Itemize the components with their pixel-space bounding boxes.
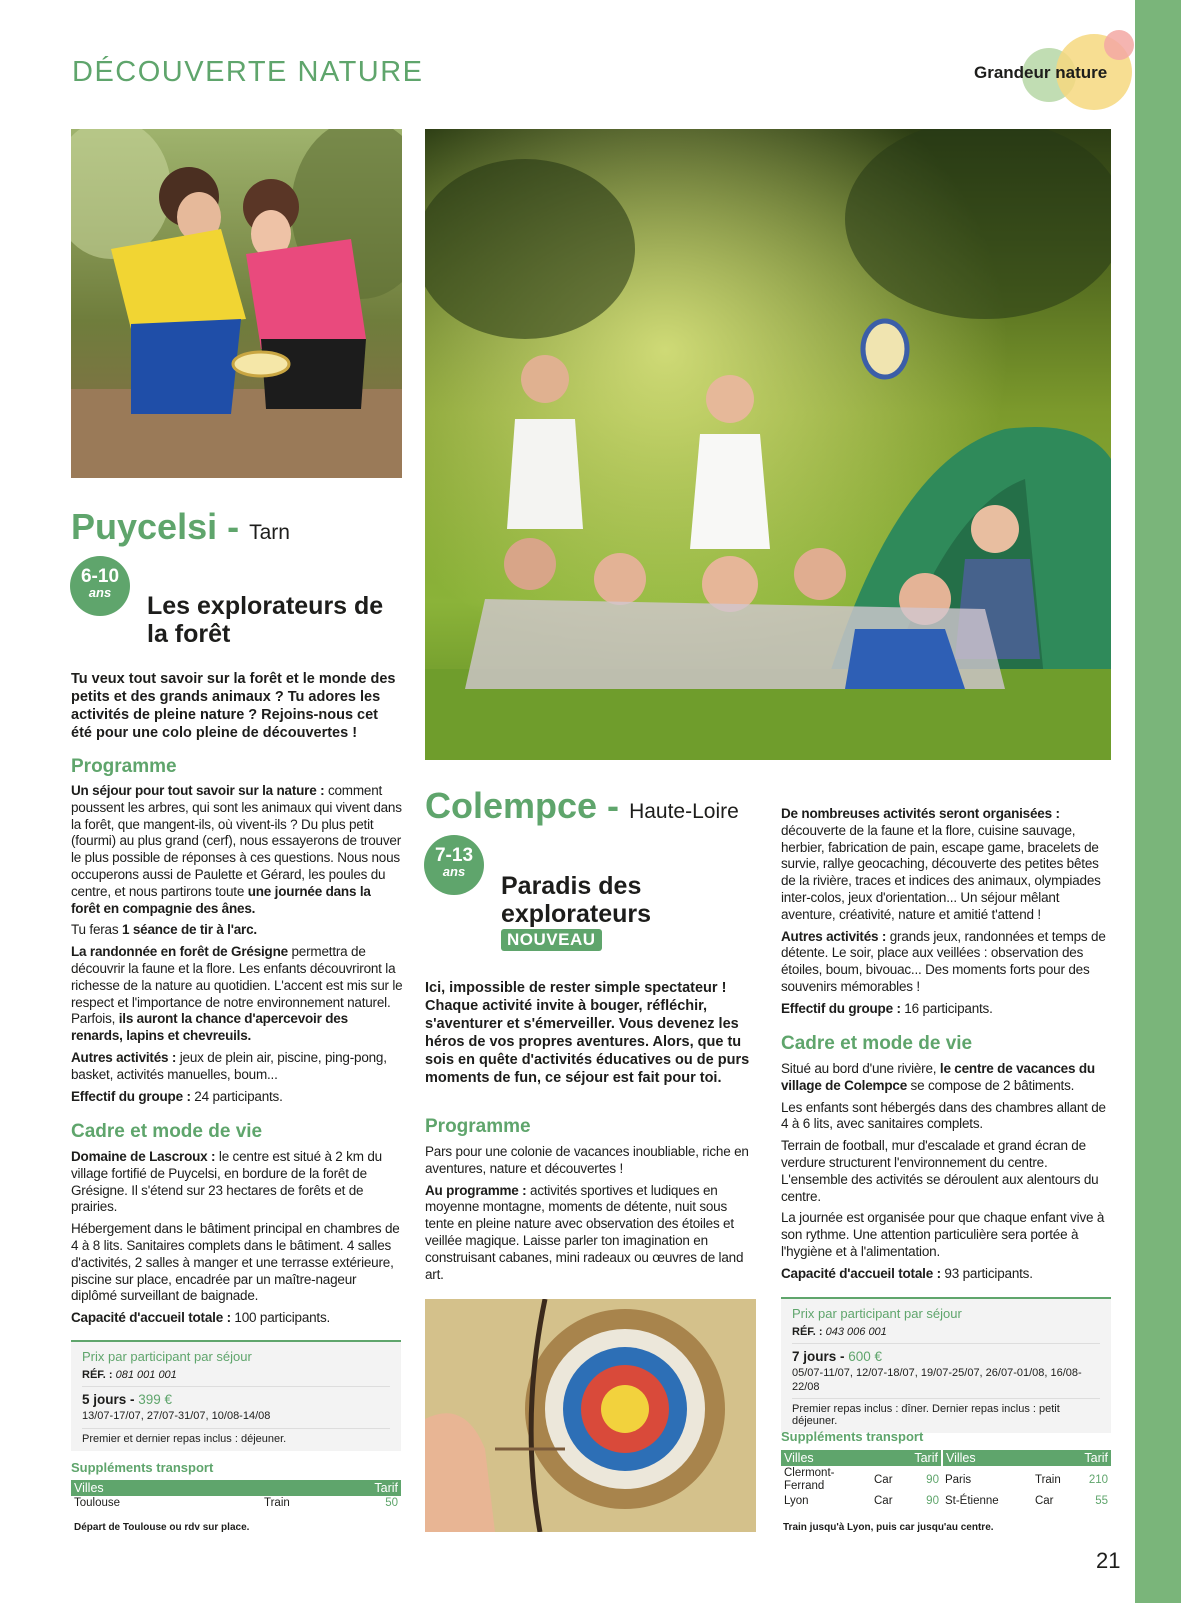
section-title: DÉCOUVERTE NATURE <box>72 56 424 88</box>
colempce-place: Colempce - <box>425 785 620 826</box>
age-unit: ans <box>442 864 466 879</box>
price-duration: 7 jours - 600 € <box>792 1343 1100 1364</box>
page-number: 21 <box>1096 1548 1121 1573</box>
col-city: Villes <box>71 1480 333 1496</box>
colempce-price-box <box>781 1297 1111 1433</box>
brand-logo <box>970 30 1130 110</box>
side-color-band <box>1135 0 1181 1603</box>
price-note: Premier et dernier repas inclus : déjeuner. <box>82 1432 287 1445</box>
colempce-age-badge <box>424 835 484 895</box>
puycelsi-stay-title: Les explorateurs de la forêt <box>147 592 384 648</box>
puycelsi-programme-text: Un séjour pour tout savoir sur la nature : comment poussent les arbres, qui sont les animaux qui vivent dans la forêt, que mangent-ils, où vivent-ils ? Du plus petit (fourmi) au plus grand (cerf), nous essayerons de trouver le plus possible de réponses à ces questions. Nous nous occuperons aussi de Paulette et Gérard, les poules du centre, et nous partirons toute une journée dans la forêt en compagnie des ânes. Tu feras 1 séance de tir à l'arc. La randonnée en forêt de Grésigne permettra de découvrir la faune et la flore. Les enfants découvriront la richesse de la nature au quotidien. L'accent est mis sur le respect et l'importance de notre environnement naturel. Parfois, ils auront la chance d'apercevoir des renards, lapins et chevreuils. Autres activités : jeux de plein air, piscine, ping-pong, basket, activités manuelles, boum... Effectif du groupe : 24 participants. <box>71 783 403 1104</box>
price-ref: RÉF. : 081 001 001 <box>82 1369 177 1381</box>
colempce-programme-text: Pars pour une colonie de vacances inoubliable, riche en aventures, nature et découvertes ! Au programme : activités sportives et ludiques en moyenne montagne, moments de détente, nuit sous tente en pleine nature avec observation des étoiles et veillée magique. Laisse parler ton imagination en construisant cabanes, mini radeaux ou œuvres de land art. <box>425 1144 749 1282</box>
age-range: 7-13 <box>434 845 474 866</box>
colempce-activities-text: De nombreuses activités seront organisées : découverte de la faune et la flore, cuisine sauvage, herbier, fabrication de pain, escape game, bracelets de survie, rallye geocaching, découverte des petites bêtes de la rivière, traces et indices des animaux, olympiades inter-colos, jeux d'orientation... Un séjour mêlant aventure, créativité, nature et amitié t'attend ! Autres activités : grands jeux, randonnées et temps de détente. Le soir, place aux veillées : observation des étoiles, boum, bivouac... Des moments forts pour des souvenirs mémorables ! Effectif du groupe : 16 participants. <box>781 806 1106 1016</box>
new-badge: NOUVEAU <box>501 929 602 951</box>
price-heading: Prix par participant par séjour <box>792 1306 962 1321</box>
colempce-stay-title: Paradis des explorateurs <box>501 872 652 928</box>
table-row: Clermont-Ferrand Car 90 Paris Train 210 <box>784 1467 1108 1492</box>
puycelsi-programme-heading: Programme <box>71 756 177 777</box>
puycelsi-region: Tarn <box>249 521 290 544</box>
puycelsi-transport-heading: Suppléments transport <box>71 1460 214 1475</box>
price-note: Premier repas inclus : dîner. Dernier repas inclus : petit déjeuner. <box>792 1403 1060 1427</box>
puycelsi-price-box <box>71 1340 401 1451</box>
age-range: 6-10 <box>80 566 120 587</box>
table-row: Lyon Car 90 St-Étienne Car 55 <box>784 1495 1108 1507</box>
brand-circle-pink <box>1104 30 1134 60</box>
brand-name: Grandeur nature <box>974 63 1108 82</box>
colempce-cadre-text: Situé au bord d'une rivière, le centre de vacances du village de Colempce se compose de 2 bâtiments. Les enfants sont hébergés dans des chambres allant de 4 à 6 lits, avec sanitaires complets. Terrain de football, mur d'escalade et grand écran de verdure structurent l'environnement du centre. L'ensemble des activités se déroulent aux alentours du centre. La journée est organisée pour que chaque enfant vive à son rythme. Une attention particulière sera portée à l'hygiène et à l'alimentation. Capacité d'accueil totale : 93 participants. <box>781 1061 1106 1281</box>
colempce-cadre-heading: Cadre et mode de vie <box>781 1033 973 1054</box>
colempce-transport-table: Villes Tarif Villes Tarif Clermont-Ferrand Car 90 Paris Train 210 Lyon Car 90 St-Étienne Car 55 <box>781 1450 1111 1508</box>
puycelsi-intro: Tu veux tout savoir sur la forêt et le monde des petits et des grands animaux ? Tu adores les activités de pleine nature ? Rejoins-nous cet été pour une colo pleine de découvertes ! <box>71 671 396 741</box>
col-price: Tarif <box>333 1480 401 1496</box>
puycelsi-place: Puycelsi - <box>71 506 240 547</box>
colempce-transport-heading: Suppléments transport <box>781 1429 924 1444</box>
photo-kids-camping <box>425 129 1111 760</box>
price-dates: 05/07-11/07, 12/07-18/07, 19/07-25/07, 26/07-01/08, 16/08-22/08 <box>792 1364 1100 1399</box>
puycelsi-transport-table <box>71 1480 401 1510</box>
colempce-programme-heading: Programme <box>425 1116 531 1137</box>
colempce-intro: Ici, impossible de rester simple spectateur ! Chaque activité invite à bouger, réfléchir, s'aventurer et s'émerveiller. Vous devenez les héros de vos propres aventures. Alors, que tu sois en quête d'activités éducatives ou de purs moments de fun, ce séjour est fait pour toi. <box>425 980 750 1086</box>
price-heading: Prix par participant par séjour <box>82 1349 252 1364</box>
colempce-region: Haute-Loire <box>629 800 739 823</box>
price-dates: 13/07-17/07, 27/07-31/07, 10/08-14/08 <box>82 1407 390 1429</box>
colempce-transport-footnote: Train jusqu'à Lyon, puis car jusqu'au centre. <box>783 1522 994 1533</box>
colempce-destination <box>425 785 739 827</box>
puycelsi-age-badge <box>70 556 130 616</box>
photo-archery <box>425 1299 756 1532</box>
puycelsi-cadre-heading: Cadre et mode de vie <box>71 1121 263 1142</box>
table-row: Toulouse Train 50 <box>74 1497 398 1509</box>
puycelsi-destination <box>71 506 290 548</box>
photo-girls-magnifying <box>71 129 402 478</box>
puycelsi-transport-footnote: Départ de Toulouse ou rdv sur place. <box>74 1522 250 1533</box>
price-ref: RÉF. : 043 006 001 <box>792 1326 887 1338</box>
price-duration: 5 jours - 399 € <box>82 1386 390 1407</box>
puycelsi-cadre-text: Domaine de Lascroux : le centre est situé à 2 km du village fortifié de Puycelsi, en bordure de la forêt de Grésigne. Il s'étend sur 23 hectares de forêts et de prairies. Hébergement dans le bâtiment principal en chambres de 4 à 8 lits. Sanitaires complets dans le bâtiment. 4 salles d'activités, 2 salles à manger et une terrasse extérieure, piscine sur place, encadrée par un maître-nageur diplômé surveillant de baignade. Capacité d'accueil totale : 100 participants. <box>71 1149 400 1326</box>
age-unit: ans <box>88 585 112 600</box>
